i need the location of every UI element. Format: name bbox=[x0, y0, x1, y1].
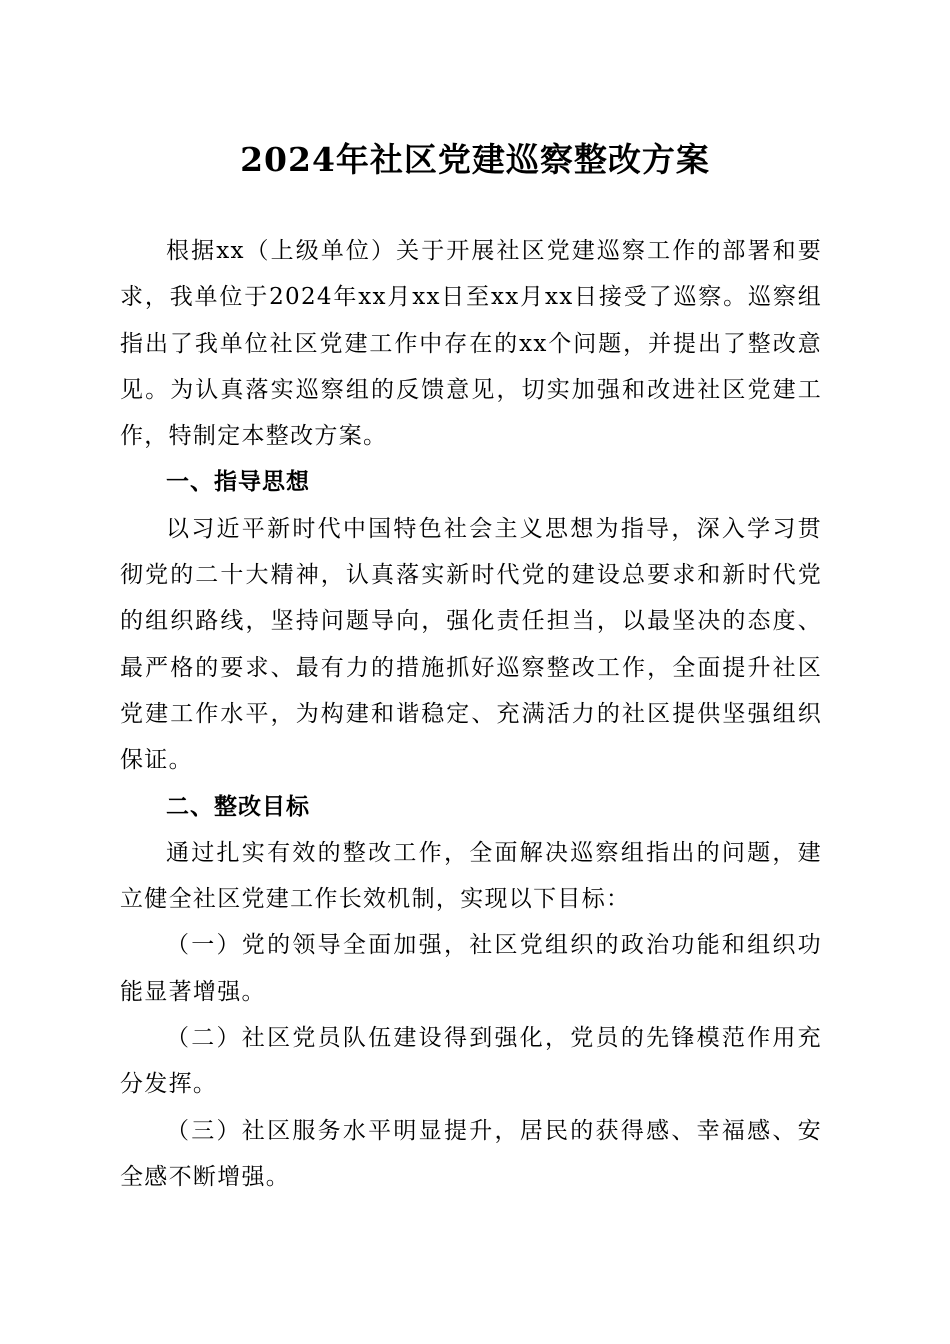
goal-item: （二）社区党员队伍建设得到强化，党员的先锋模范作用充分发挥。 bbox=[120, 1025, 822, 1098]
section-heading-guiding-ideology: 一、指导思想 bbox=[166, 469, 310, 496]
goal-item: （三）社区服务水平明显提升，居民的获得感、幸福感、安全感不断增强。 bbox=[120, 1117, 822, 1190]
guiding-ideology-paragraph: 以习近平新时代中国特色社会主义思想为指导，深入学习贯彻党的二十大精神，认真落实新时代党的建设总要求和新时代党的组织路线，坚持问题导向，强化责任担当，以最坚决的态度、最严格的要求、最有力的措施抓好巡察整改工作，全面提升社区党建工作水平，为构建和谐稳定、充满活力的社区提供坚强组织保证。 bbox=[120, 515, 822, 774]
goal-list bbox=[120, 922, 822, 1200]
rectification-goals-paragraph: 通过扎实有效的整改工作，全面解决巡察组指出的问题，建立健全社区党建工作长效机制，实现以下目标： bbox=[120, 839, 822, 913]
goal-item: （一）党的领导全面加强，社区党组织的政治功能和组织功能显著增强。 bbox=[120, 932, 822, 1005]
intro-paragraph: 根据xx（上级单位）关于开展社区党建巡察工作的部署和要求，我单位于2024年xx月xx日至xx月xx日接受了巡察。巡察组指出了我单位社区党建工作中存在的xx个问题，并提出了整改意见。为认真落实巡察组的反馈意见，切实加强和改进社区党建工作，特制定本整改方案。 bbox=[120, 238, 822, 450]
document-body bbox=[120, 228, 822, 1200]
document-title: 2024年社区党建巡察整改方案 bbox=[240, 140, 710, 179]
section-heading-rectification-goals: 二、整改目标 bbox=[166, 793, 310, 820]
